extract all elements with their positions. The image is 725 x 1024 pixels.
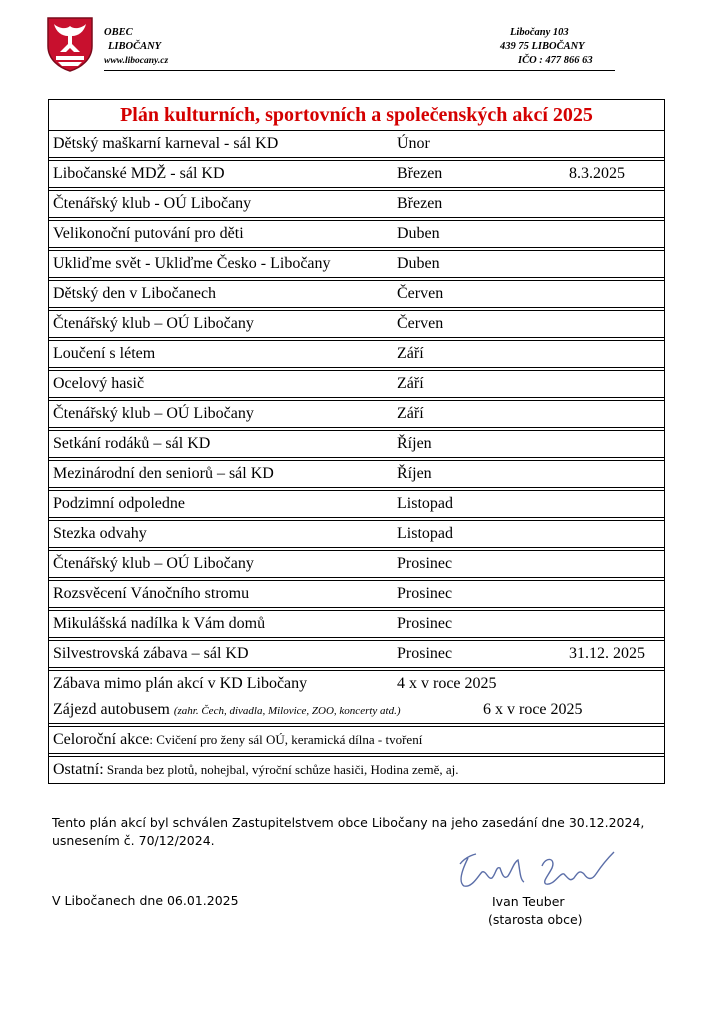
- signature-icon: [446, 846, 626, 896]
- event-name: Dětský den v Libočanech: [53, 285, 217, 302]
- event-month: 4 x v roce 2025: [397, 675, 497, 692]
- table-row: [49, 641, 664, 671]
- table-row: [49, 551, 664, 581]
- event-month: Duben: [397, 255, 440, 272]
- event-month: Prosinec: [397, 555, 453, 572]
- trip-note: (zahr. Čech, divadla, Milovice, ZOO, koncerty atd.): [173, 705, 401, 717]
- event-month: Listopad: [397, 525, 453, 542]
- event-month: Prosinec: [397, 645, 453, 662]
- event-date: 31.12. 2025: [569, 645, 645, 662]
- event-month: Září: [397, 345, 424, 362]
- event-month: Září: [397, 375, 424, 392]
- address-city: 439 75 LIBOČANY: [500, 41, 585, 52]
- address-street: Libočany 103: [510, 27, 569, 38]
- table-row: [49, 251, 664, 281]
- yearround-label: Celoroční akce: [53, 731, 150, 748]
- event-name: Ukliďme svět - Ukliďme Česko - Libočany: [53, 255, 331, 272]
- municipality-label: OBEC: [104, 27, 133, 38]
- table-row: [49, 671, 664, 697]
- event-name: Rozsvěcení Vánočního stromu: [53, 585, 250, 602]
- table-row: [49, 611, 664, 641]
- signer-block: [488, 893, 583, 929]
- yearround-text: : Cvičení pro ženy sál OÚ, keramická dílna - tvoření: [149, 732, 423, 747]
- place-date: V Libočanech dne 06.01.2025: [52, 893, 239, 908]
- yearround-cell: [53, 727, 422, 753]
- event-month: Červen: [397, 285, 444, 302]
- event-month: Duben: [397, 225, 440, 242]
- event-name: Ocelový hasič: [53, 375, 145, 392]
- table-row: [49, 161, 664, 191]
- table-row: [49, 311, 664, 341]
- events-plan-table: [48, 99, 665, 784]
- event-month: Říjen: [397, 465, 432, 482]
- table-row: [49, 521, 664, 551]
- municipality-name-block: [104, 26, 168, 68]
- letterhead: [0, 0, 725, 80]
- event-name: Zábava mimo plán akcí v KD Libočany: [53, 675, 308, 692]
- table-row-yearround: [49, 727, 664, 757]
- table-row-trip: [49, 697, 664, 727]
- event-month: Březen: [397, 165, 443, 182]
- table-row: [49, 341, 664, 371]
- event-name: Čtenářský klub – OÚ Libočany: [53, 555, 254, 572]
- table-row-other: [49, 757, 664, 783]
- event-month: Březen: [397, 195, 443, 212]
- event-name: Libočanské MDŽ - sál KD: [53, 165, 225, 182]
- event-date: 8.3.2025: [569, 165, 625, 182]
- event-name: Čtenářský klub – OÚ Libočany: [53, 315, 254, 332]
- event-name: Mikulášská nadílka k Vám domů: [53, 615, 266, 632]
- table-row: [49, 281, 664, 311]
- trip-frequency: 6 x v roce 2025: [483, 701, 583, 718]
- event-name: Stezka odvahy: [53, 525, 147, 542]
- other-cell: [53, 757, 459, 783]
- other-label: Ostatní:: [53, 761, 104, 778]
- municipality-name: LIBOČANY: [108, 41, 162, 52]
- event-month: Prosinec: [397, 615, 453, 632]
- event-name: Dětský maškarní karneval - sál KD: [53, 135, 279, 152]
- trip-cell: [53, 697, 401, 723]
- event-month: Prosinec: [397, 585, 453, 602]
- event-month: Září: [397, 405, 424, 422]
- header-divider: [104, 70, 615, 71]
- event-name: Čtenářský klub - OÚ Libočany: [53, 195, 252, 212]
- approval-note: Tento plán akcí byl schválen Zastupitelstvem obce Libočany na jeho zasedání dne 30.12.2024, usnesením č. 70/12/2024.: [52, 815, 645, 848]
- table-row: [49, 221, 664, 251]
- plan-rows: [49, 131, 664, 697]
- event-name: Silvestrovská zábava – sál KD: [53, 645, 249, 662]
- event-name: Čtenářský klub – OÚ Libočany: [53, 405, 254, 422]
- company-id: IČO : 477 866 63: [518, 55, 593, 66]
- event-name: Podzimní odpoledne: [53, 495, 185, 512]
- table-row: [49, 131, 664, 161]
- trip-event: Zájezd autobusem: [53, 701, 170, 718]
- event-month: Říjen: [397, 435, 432, 452]
- website-text: www.libocany.cz: [104, 56, 169, 66]
- event-name: Mezinárodní den seniorů – sál KD: [53, 465, 274, 482]
- event-name: Loučení s létem: [53, 345, 156, 362]
- event-month: Únor: [397, 135, 430, 152]
- table-row: [49, 431, 664, 461]
- event-month: Listopad: [397, 495, 453, 512]
- table-row: [49, 581, 664, 611]
- address-block: [500, 26, 615, 68]
- table-row: [49, 191, 664, 221]
- municipal-crest-icon: [46, 16, 94, 72]
- table-row: [49, 401, 664, 431]
- signer-role: (starosta obce): [488, 912, 583, 927]
- event-name: Velikonoční putování pro děti: [53, 225, 244, 242]
- signer-name: Ivan Teuber: [492, 894, 565, 909]
- other-text: Sranda bez plotů, nohejbal, výroční schůze hasiči, Hodina země, aj.: [103, 762, 459, 777]
- event-month: Červen: [397, 315, 444, 332]
- table-row: [49, 491, 664, 521]
- plan-title: Plán kulturních, sportovních a společenských akcí 2025: [49, 100, 664, 131]
- table-row: [49, 371, 664, 401]
- table-row: [49, 461, 664, 491]
- event-name: Setkání rodáků – sál KD: [53, 435, 211, 452]
